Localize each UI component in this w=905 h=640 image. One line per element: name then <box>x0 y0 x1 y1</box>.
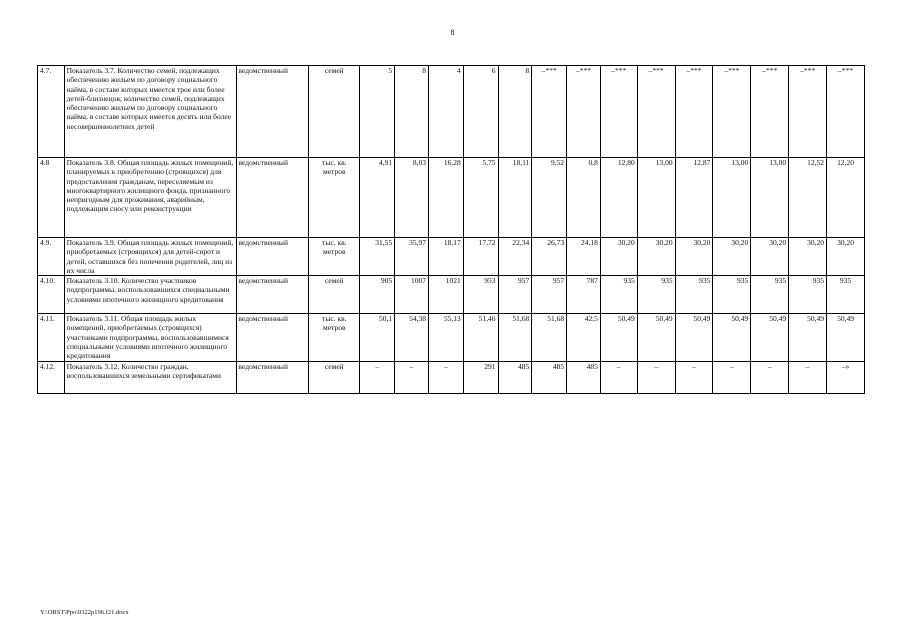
value-cell: –*** <box>789 66 827 158</box>
value-cell: 50,49 <box>600 314 637 362</box>
value-cell: – <box>713 362 751 394</box>
value-cell: 1021 <box>428 276 463 314</box>
value-cell: 30,20 <box>600 238 637 276</box>
value-cell: 30,20 <box>789 238 827 276</box>
unit-cell: тыс. кв. метров <box>309 238 360 276</box>
value-cell: 30,20 <box>827 238 865 276</box>
value-cell: –*** <box>751 66 789 158</box>
value-cell: 18,11 <box>498 158 532 238</box>
unit-cell: семей <box>309 66 360 158</box>
value-cell: 51,68 <box>532 314 567 362</box>
value-cell: 54,38 <box>395 314 429 362</box>
value-cell: – <box>360 362 395 394</box>
value-cell: 485 <box>498 362 532 394</box>
row-number-cell: 4.11. <box>38 314 65 362</box>
value-cell: 935 <box>789 276 827 314</box>
value-cell: – <box>675 362 713 394</box>
row-number-cell: 4.8 <box>38 158 65 238</box>
value-cell: – <box>600 362 637 394</box>
value-cell: 12,80 <box>600 158 637 238</box>
value-cell: 957 <box>498 276 532 314</box>
value-cell: 787 <box>567 276 601 314</box>
value-cell: 30,20 <box>713 238 751 276</box>
value-cell: –*** <box>532 66 567 158</box>
value-cell: 905 <box>360 276 395 314</box>
value-cell: 50,1 <box>360 314 395 362</box>
table-row <box>38 158 865 238</box>
value-cell: 18,17 <box>428 238 463 276</box>
row-number-cell: 4.9. <box>38 238 65 276</box>
table-row <box>38 238 865 276</box>
indicator-name-cell: Показатель 3.11. Общая площадь жилых помещений, приобретаемых (строящихся) участниками подпрограммы, воспользовавшимися специальными условиями ипотечного жилищного кредитования <box>64 314 236 362</box>
value-cell: 22,34 <box>498 238 532 276</box>
value-cell: 8,03 <box>395 158 429 238</box>
unit-cell: тыс. кв. метров <box>309 314 360 362</box>
value-cell: –*** <box>713 66 751 158</box>
value-cell: 485 <box>567 362 601 394</box>
value-cell: 30,20 <box>675 238 713 276</box>
value-cell: 12,87 <box>675 158 713 238</box>
indicator-name-cell: Показатель 3.12. Количество граждан, воспользовавшихся земельными сертификатами <box>64 362 236 394</box>
value-cell: 30,20 <box>637 238 675 276</box>
value-cell: 935 <box>751 276 789 314</box>
value-cell: 935 <box>675 276 713 314</box>
value-cell: 935 <box>637 276 675 314</box>
footer-file-path: Y:\ORST\Ppo\0322p196.f21.docx <box>40 609 129 616</box>
value-cell: 55,13 <box>428 314 463 362</box>
value-cell: 51,46 <box>463 314 498 362</box>
page-number: 8 <box>450 28 455 37</box>
value-cell: 935 <box>713 276 751 314</box>
value-cell: –» <box>827 362 865 394</box>
value-cell: 8 <box>395 66 429 158</box>
value-cell: 9,52 <box>532 158 567 238</box>
value-cell: 13,00 <box>751 158 789 238</box>
table-row <box>38 276 865 314</box>
value-cell: 935 <box>827 276 865 314</box>
value-cell: 31,55 <box>360 238 395 276</box>
value-cell: –*** <box>600 66 637 158</box>
value-cell: 12,20 <box>827 158 865 238</box>
value-cell: 485 <box>532 362 567 394</box>
value-cell: 42,5 <box>567 314 601 362</box>
value-cell: 13,00 <box>713 158 751 238</box>
value-cell: 51,68 <box>498 314 532 362</box>
value-cell: 12,52 <box>789 158 827 238</box>
indicator-name-cell: Показатель 3.9. Общая площадь жилых помещений, приобретаемых (строящихся) для детей-сирот и детей, оставшихся без попечения родителей, лиц из их числа <box>64 238 236 276</box>
data-source-cell: ведомственный <box>236 314 309 362</box>
indicator-name-cell: Показатель 3.7. Количество семей, подлежащих обеспечению жильем по договору социального найма, в составе которых имеется трое или более детей-близнецов; количество семей, подлежащих обеспечению жильем по договору социального найма, в составе которых имеется десять или более несовершеннолетних детей <box>64 66 236 158</box>
value-cell: 26,73 <box>532 238 567 276</box>
value-cell: 4,91 <box>360 158 395 238</box>
value-cell: 30,20 <box>751 238 789 276</box>
indicator-name-cell: Показатель 3.8. Общая площадь жилых помещений, планируемых к приобретению (строящихся) для предоставления гражданам, переселяемым из многоквартирного жилищного фонда, признанного непригодным для проживания, аварийным, подлежащим сносу или реконструкции <box>64 158 236 238</box>
value-cell: 957 <box>532 276 567 314</box>
value-cell: 291 <box>463 362 498 394</box>
data-source-cell: ведомственный <box>236 66 309 158</box>
value-cell: 1007 <box>395 276 429 314</box>
row-number-cell: 4.7. <box>38 66 65 158</box>
value-cell: –*** <box>827 66 865 158</box>
value-cell: – <box>751 362 789 394</box>
value-cell: 50,49 <box>713 314 751 362</box>
value-cell: –*** <box>675 66 713 158</box>
value-cell: 50,49 <box>637 314 675 362</box>
table-row <box>38 314 865 362</box>
value-cell: 953 <box>463 276 498 314</box>
indicators-table <box>37 65 865 394</box>
value-cell: – <box>395 362 429 394</box>
value-cell: – <box>428 362 463 394</box>
value-cell: 50,49 <box>789 314 827 362</box>
table-row <box>38 362 865 394</box>
table-row <box>38 66 865 158</box>
value-cell: 5,75 <box>463 158 498 238</box>
value-cell: 4 <box>428 66 463 158</box>
value-cell: –*** <box>637 66 675 158</box>
value-cell: 0,8 <box>567 158 601 238</box>
value-cell: 50,49 <box>675 314 713 362</box>
data-source-cell: ведомственный <box>236 276 309 314</box>
value-cell: 16,28 <box>428 158 463 238</box>
value-cell: 13,00 <box>637 158 675 238</box>
value-cell: 24,18 <box>567 238 601 276</box>
unit-cell: семей <box>309 362 360 394</box>
value-cell: 8 <box>498 66 532 158</box>
indicator-name-cell: Показатель 3.10. Количество участников подпрограммы, воспользовавшихся специальными условиями ипотечного жилищного кредитования <box>64 276 236 314</box>
data-source-cell: ведомственный <box>236 238 309 276</box>
value-cell: 50,49 <box>751 314 789 362</box>
unit-cell: тыс. кв. метров <box>309 158 360 238</box>
value-cell: 935 <box>600 276 637 314</box>
row-number-cell: 4.10. <box>38 276 65 314</box>
row-number-cell: 4.12. <box>38 362 65 394</box>
value-cell: 5 <box>360 66 395 158</box>
data-source-cell: ведомственный <box>236 158 309 238</box>
unit-cell: семей <box>309 276 360 314</box>
value-cell: 35,97 <box>395 238 429 276</box>
value-cell: –*** <box>567 66 601 158</box>
data-source-cell: ведомственный <box>236 362 309 394</box>
value-cell: 6 <box>463 66 498 158</box>
value-cell: – <box>637 362 675 394</box>
value-cell: – <box>789 362 827 394</box>
value-cell: 17,72 <box>463 238 498 276</box>
value-cell: 50,49 <box>827 314 865 362</box>
